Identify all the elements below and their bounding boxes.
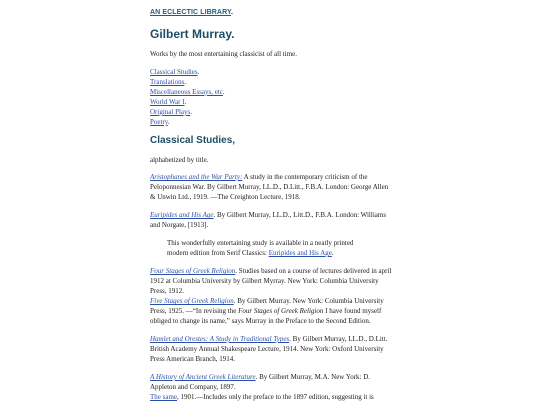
section-title: Classical Studies,	[150, 135, 236, 146]
entry-text: . By Gilbert Murray. New York: Columbia University Press, 1925. —“In revising the	[150, 297, 384, 315]
book-link[interactable]: Aristophanes and the War Party:	[150, 173, 243, 181]
library-header: AN ECLECTIC LIBRARY.	[150, 9, 234, 16]
bibliography-entry	[150, 266, 392, 296]
entry-text: I have found myself obliged to change its name,” says Murray in the Preface to the Second Edition.	[150, 307, 382, 325]
entry-text: . By Gilbert Murray, LL.D., D.Litt. British Academy Annual Shakespeare Lecture, 1914. New York: Oxford University Press American Branch, 1914.	[150, 335, 388, 363]
bibliography-entry	[150, 392, 392, 402]
note-link[interactable]: Euripides and His Age	[268, 249, 332, 257]
toc-link-original-plays[interactable]: Original Plays	[150, 108, 191, 116]
bibliography-entry	[150, 296, 392, 326]
entry-text: . By Gilbert Murray, M.A. New York: D. Appleton and Company, 1897.	[150, 373, 371, 391]
entry-text: . Studies based on a course of lectures delivered in april 1912 at Columbia University by Gilbert Myrray. New York: Columbia University Press, 1912.	[150, 267, 392, 295]
book-link[interactable]: The same	[150, 393, 178, 401]
toc-item: World War I.	[150, 98, 187, 106]
entry-text: A study in the contemporary criticism of the Peloponnesian War. By Gilbert Murray, LL.D., D.Litt., F.B.A. London: George Allen & Unwin Ltd., 1919. —The Creighton Lecture, 1918.	[150, 173, 389, 201]
bibliography-entry	[150, 334, 392, 364]
book-link[interactable]: Five Stages of Greek Religion	[150, 297, 234, 305]
table-of-contents	[150, 67, 225, 127]
toc-item: Miscellaneous Essays, etc.	[150, 88, 225, 96]
entry-emphasis: Four Stages of Greek Religion	[238, 307, 324, 315]
note-text: This wonderfully entertaining study is available in a neatly printed modern edition from Serif Classics:	[167, 239, 354, 257]
bibliography-list	[150, 172, 392, 410]
section-subtitle: alphabetized by title.	[150, 156, 209, 164]
bibliography-entry	[150, 172, 392, 202]
toc-item: Classical Studies.	[150, 68, 200, 76]
toc-link-world-war-i[interactable]: World War I	[150, 98, 185, 106]
library-home-link[interactable]: AN ECLECTIC LIBRARY	[150, 9, 231, 16]
toc-link-poetry[interactable]: Poetry	[150, 118, 168, 126]
toc-item: Poetry.	[150, 118, 170, 126]
book-link[interactable]: A History of Ancient Greek Literature	[150, 373, 256, 381]
entry-text: , 1901.—Includes only the preface to the 1897 edition, suggesting it is	[177, 393, 374, 401]
page-intro: Works by the most entertaining classicist of all time.	[150, 50, 297, 58]
toc-link-classical-studies[interactable]: Classical Studies	[150, 68, 198, 76]
bibliography-entry	[150, 210, 392, 230]
toc-item: Translations.	[150, 78, 187, 86]
book-link[interactable]: Four Stages of Greek Religion	[150, 267, 236, 275]
entry-note: This wonderfully entertaining study is available in a neatly printed modern edition from Serif Classics: Euripides and His Age.	[167, 239, 354, 257]
bibliography-entry	[150, 372, 392, 392]
entry-text: . By Gilbert Murray, LL.D., Litt.D., F.B.A. London: Williams and Norgate, [1913].	[150, 211, 387, 229]
page-title: Gilbert Murray.	[150, 27, 235, 41]
toc-link-miscellaneous[interactable]: Miscellaneous Essays, etc	[150, 88, 223, 96]
book-link[interactable]: Euripides and His Age	[150, 211, 214, 219]
toc-item: Original Plays.	[150, 108, 192, 116]
book-link[interactable]: Hamlet and Orestes: A Study in Traditional Types	[150, 335, 290, 343]
toc-link-translations[interactable]: Translations	[150, 78, 185, 86]
